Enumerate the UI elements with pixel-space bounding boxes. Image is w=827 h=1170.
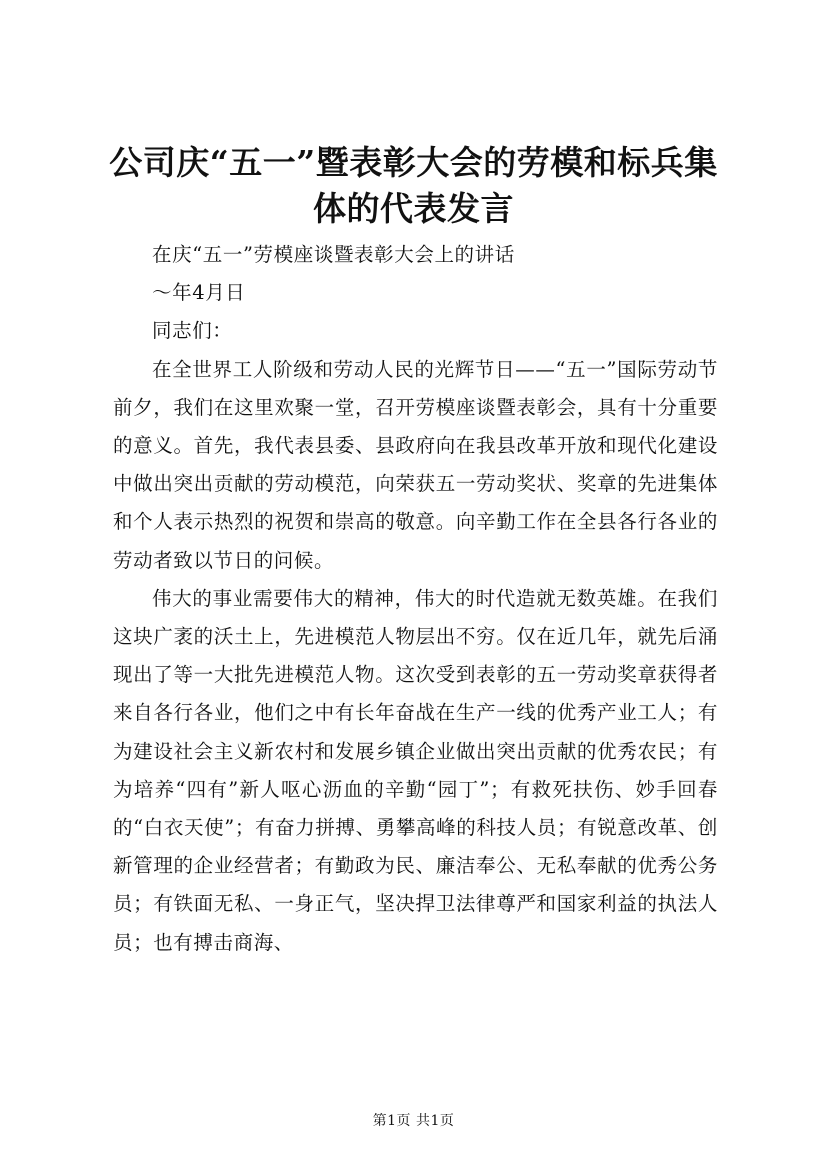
greeting: 同志们： [152,319,233,343]
document-body [113,236,718,962]
date-line: ～年4月日 [152,281,246,305]
paragraph: 伟大的事业需要伟大的精神，伟大的时代造就无数英雄。在我们这块广袤的沃土上，先进模范人物层出不穷。仅在近几年，就先后涌现出了等一大批先进模范人物。这次受到表彰的五一劳动奖章获得者来自各行各业，他们之中有长年奋战在生产一线的优秀产业工人；有为建设社会主义新农村和发展乡镇企业做出突出贡献的优秀农民；有为培养“四有”新人呕心沥血的辛勤“园丁”；有救死扶伤、妙手回春的“白衣天使”；有奋力拼搏、勇攀高峰的科技人员；有锐意改革、创新管理的企业经营者；有勤政为民、廉洁奉公、无私奉献的优秀公务员；有铁面无私、一身正气，坚决捍卫法律尊严和国家利益的执法人员；也有搏击商海、 [113,586,718,954]
subtitle: 在庆“五一”劳模座谈暨表彰大会上的讲话 [152,243,515,266]
page-number: 第1页 共1页 [372,1113,455,1129]
paragraph: 在全世界工人阶级和劳动人民的光辉节日——“五一”国际劳动节前夕，我们在这里欢聚一堂，召开劳模座谈暨表彰会，具有十分重要的意义。首先，我代表县委、县政府向在我县改革开放和现代化建设中做出突出贡献的劳动模范，向荣获五一劳动奖状、奖章的先进集体和个人表示热烈的祝贺和崇高的敬意。向辛勤工作在全县各行各业的劳动者致以节日的问候。 [113,357,718,572]
document-title: 公司庆“五一”暨表彰大会的劳模和标兵集体的代表发言 [109,143,718,228]
